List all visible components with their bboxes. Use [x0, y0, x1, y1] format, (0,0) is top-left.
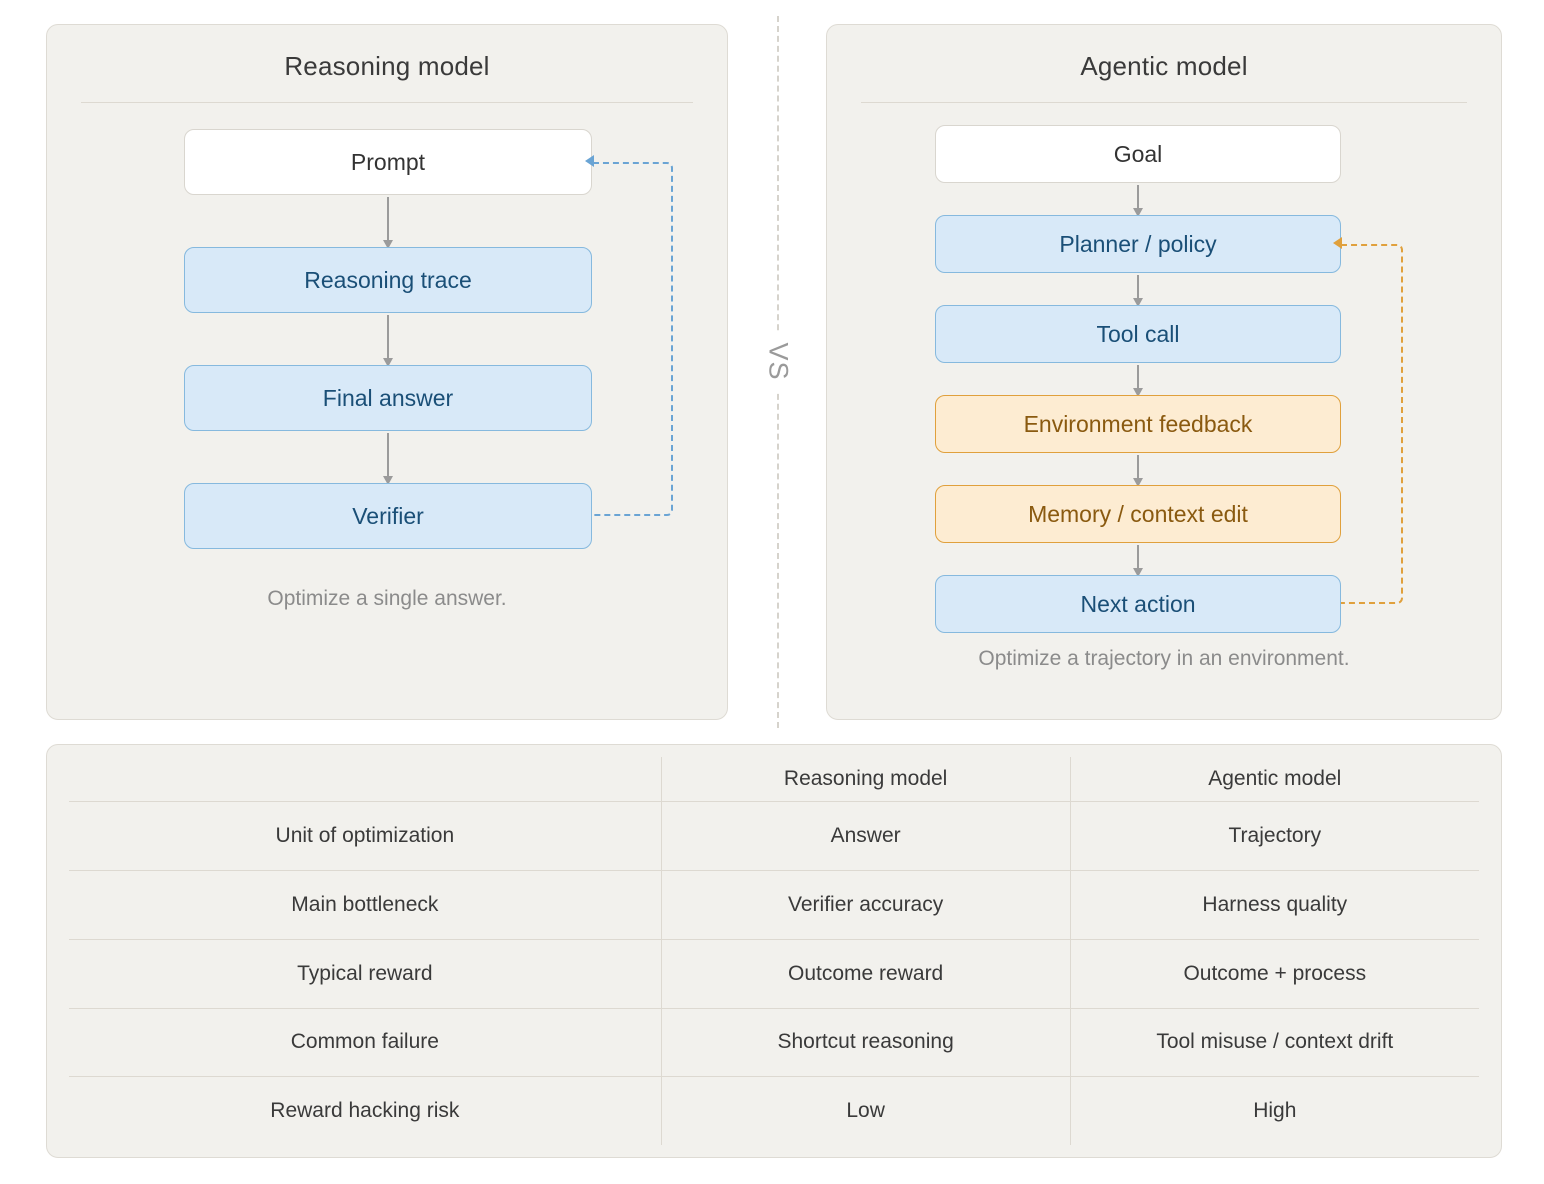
row-reasoning-value: Outcome reward	[661, 939, 1070, 1008]
table-header-reasoning: Reasoning model	[661, 757, 1070, 802]
row-label: Unit of optimization	[69, 802, 661, 871]
node-environment-feedback[interactable]: Environment feedback	[935, 395, 1341, 453]
vs-label: VS	[753, 332, 804, 392]
table-header-row	[69, 757, 1479, 802]
row-label: Main bottleneck	[69, 870, 661, 939]
table-row	[69, 870, 1479, 939]
reasoning-model-panel	[46, 24, 728, 720]
arrow-goal-to-planner	[1137, 185, 1139, 209]
node-reasoning-trace[interactable]: Reasoning trace	[184, 247, 592, 313]
node-prompt[interactable]: Prompt	[184, 129, 592, 195]
reasoning-panel-divider	[81, 102, 693, 103]
node-verifier[interactable]: Verifier	[184, 483, 592, 549]
comparison-table-panel	[46, 744, 1502, 1158]
table-row	[69, 802, 1479, 871]
row-agentic-value: Trajectory	[1070, 802, 1479, 871]
row-agentic-value: Tool misuse / context drift	[1070, 1008, 1479, 1077]
row-agentic-value: Outcome + process	[1070, 939, 1479, 1008]
row-reasoning-value: Shortcut reasoning	[661, 1008, 1070, 1077]
comparison-table	[69, 757, 1479, 1145]
arrow-planner-to-tool-call	[1137, 275, 1139, 299]
next-action-feedback-loop	[1341, 244, 1403, 604]
row-reasoning-value: Low	[661, 1077, 1070, 1145]
table-header-blank	[69, 757, 661, 802]
verifier-feedback-loop	[593, 162, 673, 516]
node-next-action[interactable]: Next action	[935, 575, 1341, 633]
node-memory-context-edit[interactable]: Memory / context edit	[935, 485, 1341, 543]
reasoning-panel-caption: Optimize a single answer.	[267, 587, 507, 610]
arrow-answer-to-verifier	[387, 433, 389, 477]
row-agentic-value: High	[1070, 1077, 1479, 1145]
reasoning-panel-title: Reasoning model	[284, 51, 490, 81]
row-label: Typical reward	[69, 939, 661, 1008]
node-tool-call[interactable]: Tool call	[935, 305, 1341, 363]
node-goal[interactable]: Goal	[935, 125, 1341, 183]
agentic-panel-divider	[861, 102, 1467, 103]
next-action-feedback-arrowhead-icon	[1333, 237, 1342, 249]
agentic-panel-title: Agentic model	[1080, 51, 1248, 81]
table-header-agentic: Agentic model	[1070, 757, 1479, 802]
table-row	[69, 1077, 1479, 1145]
row-agentic-value: Harness quality	[1070, 870, 1479, 939]
agentic-panel-caption: Optimize a trajectory in an environment.	[978, 647, 1350, 670]
table-row	[69, 1008, 1479, 1077]
arrow-tool-call-to-environment-feedback	[1137, 365, 1139, 389]
agentic-model-panel	[826, 24, 1502, 720]
arrow-trace-to-answer	[387, 315, 389, 359]
arrow-prompt-to-trace	[387, 197, 389, 241]
row-reasoning-value: Answer	[661, 802, 1070, 871]
node-planner-policy[interactable]: Planner / policy	[935, 215, 1341, 273]
row-label: Reward hacking risk	[270, 1099, 460, 1123]
row-reasoning-value: Verifier accuracy	[661, 870, 1070, 939]
arrow-memory-to-next-action	[1137, 545, 1139, 569]
node-final-answer[interactable]: Final answer	[184, 365, 592, 431]
row-label: Common failure	[69, 1008, 661, 1077]
arrow-environment-feedback-to-memory	[1137, 455, 1139, 479]
table-row	[69, 939, 1479, 1008]
verifier-feedback-arrowhead-icon	[585, 155, 594, 167]
